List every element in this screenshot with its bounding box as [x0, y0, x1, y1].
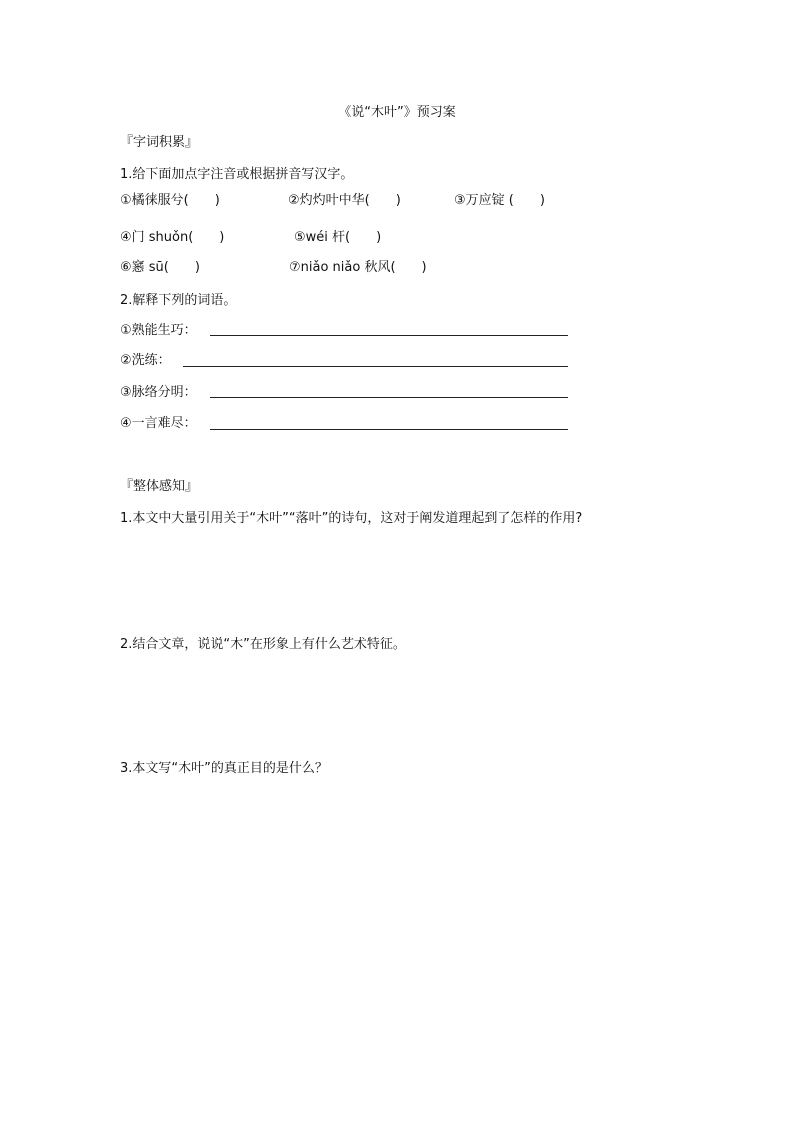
question-2-prompt: 2.解释下列的词语。	[120, 293, 237, 308]
answer-line-2[interactable]	[183, 366, 568, 367]
overall-question-1: 1.本文中大量引用关于“木叶”“落叶”的诗句，这对于阐发道理起到了怎样的作用?	[120, 511, 583, 526]
pinyin-item-7: ⑦niǎo niǎo 秋风( )	[289, 260, 427, 275]
term-3-label: ③脉络分明：	[120, 385, 197, 400]
section-heading-vocabulary: 『字词积累』	[120, 135, 199, 150]
term-4-label: ④一言难尽：	[120, 416, 197, 431]
pinyin-item-4: ④门 shuǒn( )	[120, 230, 225, 245]
page-title: 《说“木叶”》预习案	[338, 105, 456, 120]
term-1-label: ①熟能生巧：	[120, 323, 197, 338]
answer-line-4[interactable]	[210, 429, 568, 430]
answer-line-1[interactable]	[210, 335, 568, 336]
pinyin-item-1: ①橘徕服兮( )	[120, 193, 220, 208]
pinyin-item-2: ②灼灼叶中华( )	[288, 193, 401, 208]
overall-question-2: 2.结合文章，说说“木”在形象上有什么艺术特征。	[120, 637, 406, 652]
overall-question-3: 3.本文写“木叶”的真正目的是什么？	[120, 761, 328, 776]
question-1-prompt: 1.给下面加点字注音或根据拼音写汉字。	[120, 167, 354, 182]
pinyin-item-5: ⑤wéi 杆( )	[294, 230, 382, 245]
section-heading-overall: 『整体感知』	[120, 479, 199, 494]
answer-line-3[interactable]	[210, 397, 568, 398]
pinyin-item-3: ③万应锭 ( )	[454, 193, 545, 208]
term-2-label: ②洗练：	[120, 353, 171, 368]
pinyin-item-6: ⑥窸 sū( )	[120, 260, 200, 275]
